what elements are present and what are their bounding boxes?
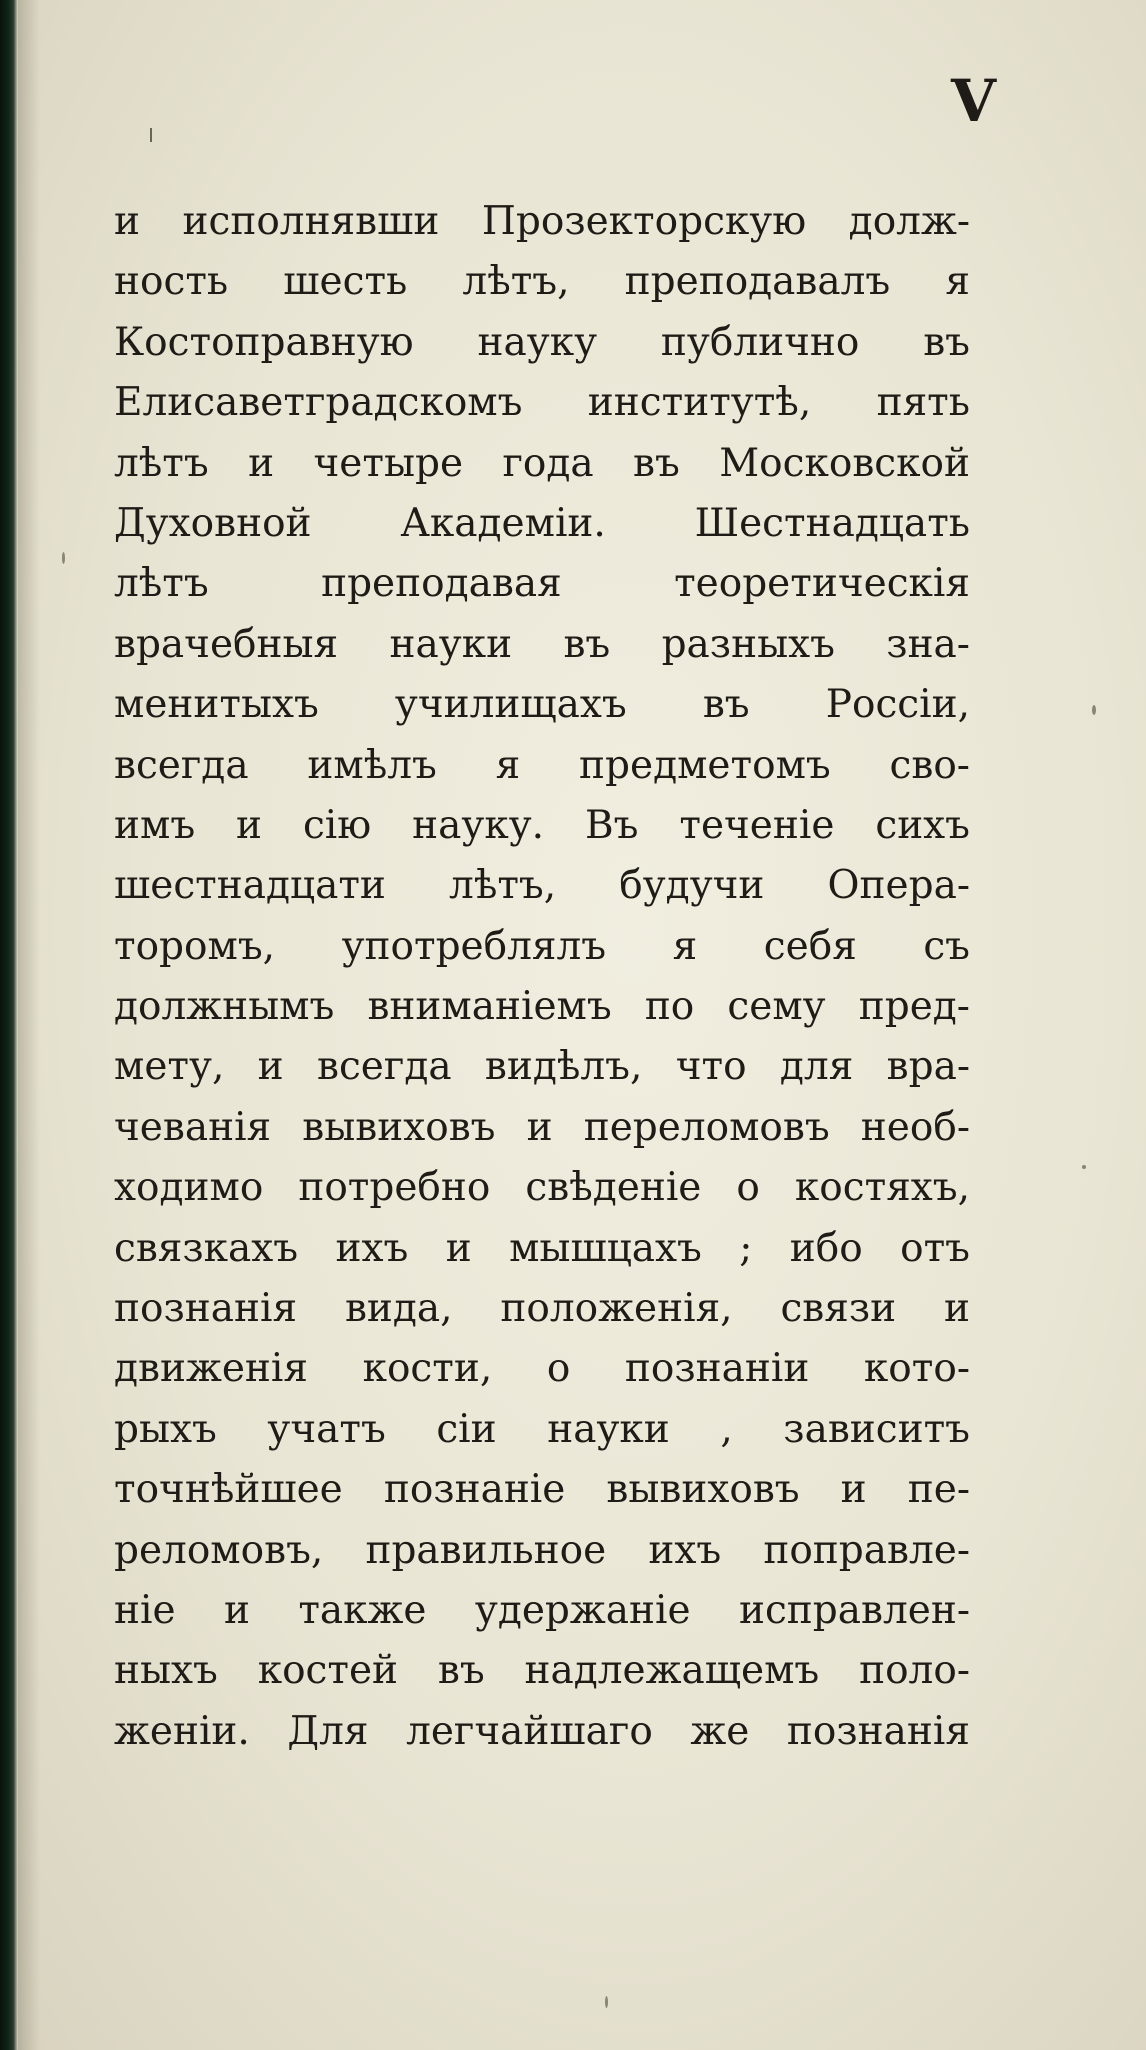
text-line: Костоправную науку публично въ bbox=[114, 319, 970, 365]
text-line: точнѣйшее познаніе вывиховъ и пе- bbox=[114, 1467, 970, 1513]
text-line: реломовъ, правильное ихъ поправле- bbox=[114, 1527, 970, 1573]
text-line: должнымъ вниманіемъ по сему пред- bbox=[114, 984, 970, 1030]
text-line: Духовной Академіи. Шестнадцать bbox=[114, 500, 970, 546]
paper-speck bbox=[605, 1996, 608, 2008]
body-text bbox=[114, 192, 970, 1762]
text-line: ность шесть лѣтъ, преподавалъ я bbox=[114, 259, 970, 305]
paper-speck bbox=[1082, 1165, 1086, 1169]
text-line: ныхъ костей въ надлежащемъ поло- bbox=[114, 1648, 970, 1694]
text-line: ходимо потребно свѣденіе о костяхъ, bbox=[114, 1165, 970, 1211]
print-mark bbox=[150, 128, 152, 142]
text-line: всегда имѣлъ я предметомъ сво- bbox=[114, 742, 970, 788]
paper-speck bbox=[62, 552, 65, 564]
text-line: Елисаветградскомъ институтѣ, пять bbox=[114, 380, 970, 426]
text-line: женіи. Для легчайшаго же познанія bbox=[114, 1708, 970, 1754]
binding-shadow bbox=[18, 0, 40, 2050]
text-line: мету, и всегда видѣлъ, что для вра- bbox=[114, 1044, 970, 1090]
text-line: связкахъ ихъ и мышцахъ ; ибо отъ bbox=[114, 1225, 970, 1271]
page-number: V bbox=[950, 67, 996, 135]
text-line: менитыхъ училищахъ въ Россіи, bbox=[114, 682, 970, 728]
text-line: имъ и сію науку. Въ теченіе сихъ bbox=[114, 802, 970, 848]
text-line: лѣтъ и четыре года въ Московской bbox=[114, 440, 970, 486]
text-line: и исполнявши Прозекторскую долж- bbox=[114, 199, 970, 244]
binding-edge bbox=[0, 0, 18, 2050]
text-line: чеванія вывиховъ и переломовъ необ- bbox=[114, 1104, 970, 1150]
text-line: ніе и также удержаніе исправлен- bbox=[114, 1587, 970, 1633]
text-line: врачебныя науки въ разныхъ зна- bbox=[114, 621, 970, 667]
text-line: шестнадцати лѣтъ, будучи Опера- bbox=[114, 863, 970, 909]
text-line: торомъ, употреблялъ я себя съ bbox=[114, 923, 970, 969]
text-line: движенія кости, о познаніи кото- bbox=[114, 1346, 970, 1392]
paper-speck bbox=[1092, 705, 1096, 715]
text-line: рыхъ учатъ сіи науки , зависитъ bbox=[114, 1406, 970, 1452]
text-line: лѣтъ преподавая теоретическія bbox=[114, 561, 970, 607]
text-line: познанія вида, положенія, связи и bbox=[114, 1286, 970, 1332]
